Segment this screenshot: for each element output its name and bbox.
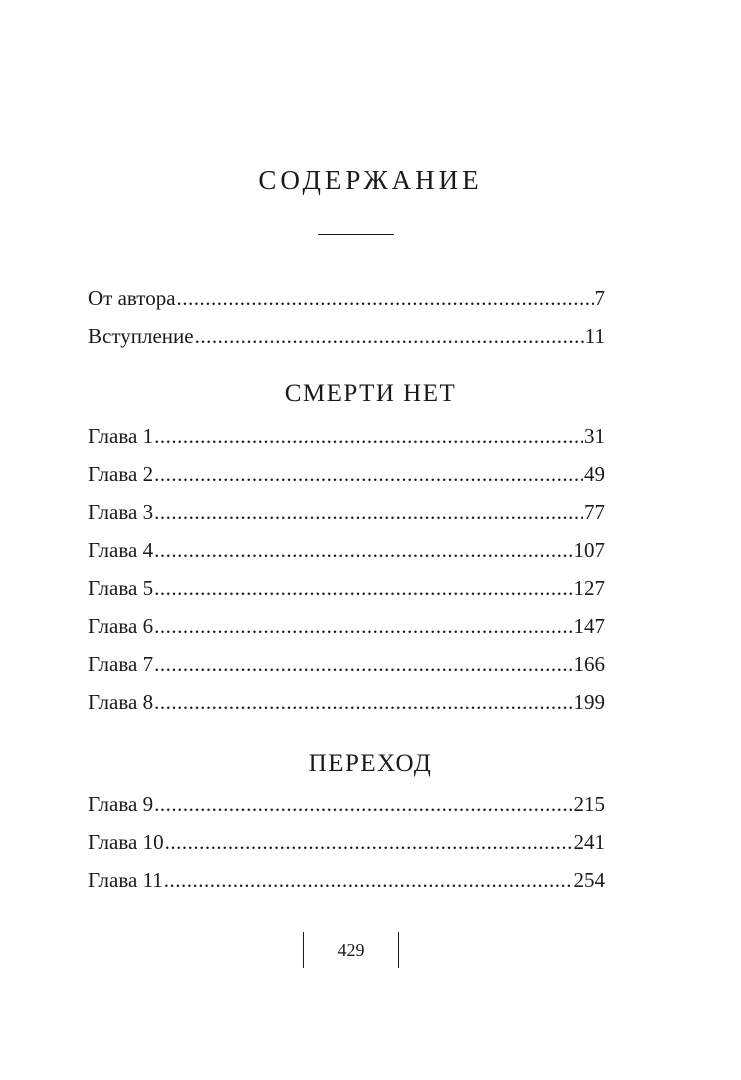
toc-entry xyxy=(88,572,605,604)
dot-leader xyxy=(154,420,583,452)
page-number-footer xyxy=(303,932,399,968)
dot-leader xyxy=(154,458,583,490)
toc-entry xyxy=(88,826,605,858)
toc-entry xyxy=(88,458,605,490)
page-title: СОДЕРЖАНИЕ xyxy=(258,165,483,195)
dot-leader xyxy=(195,320,584,352)
dot-leader xyxy=(154,648,572,680)
toc-entry xyxy=(88,864,605,896)
toc-entry-page: 31 xyxy=(584,424,605,448)
toc-entry xyxy=(88,648,605,680)
toc-entry-label: Вступление xyxy=(88,324,194,348)
dot-leader xyxy=(154,572,572,604)
toc-entry xyxy=(88,496,605,528)
toc-entry xyxy=(88,420,605,452)
toc-entry xyxy=(88,610,605,642)
folio-right-rule xyxy=(398,932,399,968)
toc-entry-page: 166 xyxy=(573,652,605,676)
toc-entry xyxy=(88,534,605,566)
dot-leader xyxy=(154,788,572,820)
toc-entry-page: 147 xyxy=(573,614,605,638)
toc-entry-label: Глава 1 xyxy=(88,424,154,448)
toc-entry-label: Глава 9 xyxy=(88,792,154,816)
toc-entry xyxy=(88,788,605,820)
section-heading: ПЕРЕХОД xyxy=(308,750,433,777)
toc-entry-label: Глава 4 xyxy=(88,538,154,562)
toc-entry-page: 77 xyxy=(584,500,605,524)
dot-leader xyxy=(154,496,583,528)
toc-entry-page: 11 xyxy=(584,324,605,348)
toc-entry xyxy=(88,686,605,718)
dot-leader xyxy=(154,610,572,642)
toc-entry-label: Глава 10 xyxy=(88,830,164,854)
dot-leader xyxy=(164,864,573,896)
page-number: 429 xyxy=(337,940,365,960)
toc-entry-label: От автора xyxy=(88,286,176,310)
dot-leader xyxy=(177,282,594,314)
toc-entry xyxy=(88,320,605,352)
section-heading: СМЕРТИ НЕТ xyxy=(284,380,457,407)
toc-entry-label: Глава 11 xyxy=(88,868,163,892)
toc-entry-label: Глава 7 xyxy=(88,652,154,676)
toc-entry-page: 215 xyxy=(573,792,605,816)
toc-entry xyxy=(88,282,605,314)
toc-entry-page: 49 xyxy=(584,462,605,486)
toc-entry-page: 254 xyxy=(573,868,605,892)
toc-entry-page: 199 xyxy=(573,690,605,714)
toc-entry-label: Глава 8 xyxy=(88,690,154,714)
toc-entry-page: 241 xyxy=(573,830,605,854)
toc-entry-page: 127 xyxy=(573,576,605,600)
toc-entry-page: 107 xyxy=(573,538,605,562)
toc-entry-label: Глава 5 xyxy=(88,576,154,600)
dot-leader xyxy=(154,686,572,718)
toc-entry-label: Глава 6 xyxy=(88,614,154,638)
toc-entry-page: 7 xyxy=(594,286,605,310)
toc-entry-label: Глава 3 xyxy=(88,500,154,524)
dot-leader xyxy=(154,534,572,566)
dot-leader xyxy=(165,826,573,858)
title-divider xyxy=(318,234,394,235)
toc-entry-label: Глава 2 xyxy=(88,462,154,486)
